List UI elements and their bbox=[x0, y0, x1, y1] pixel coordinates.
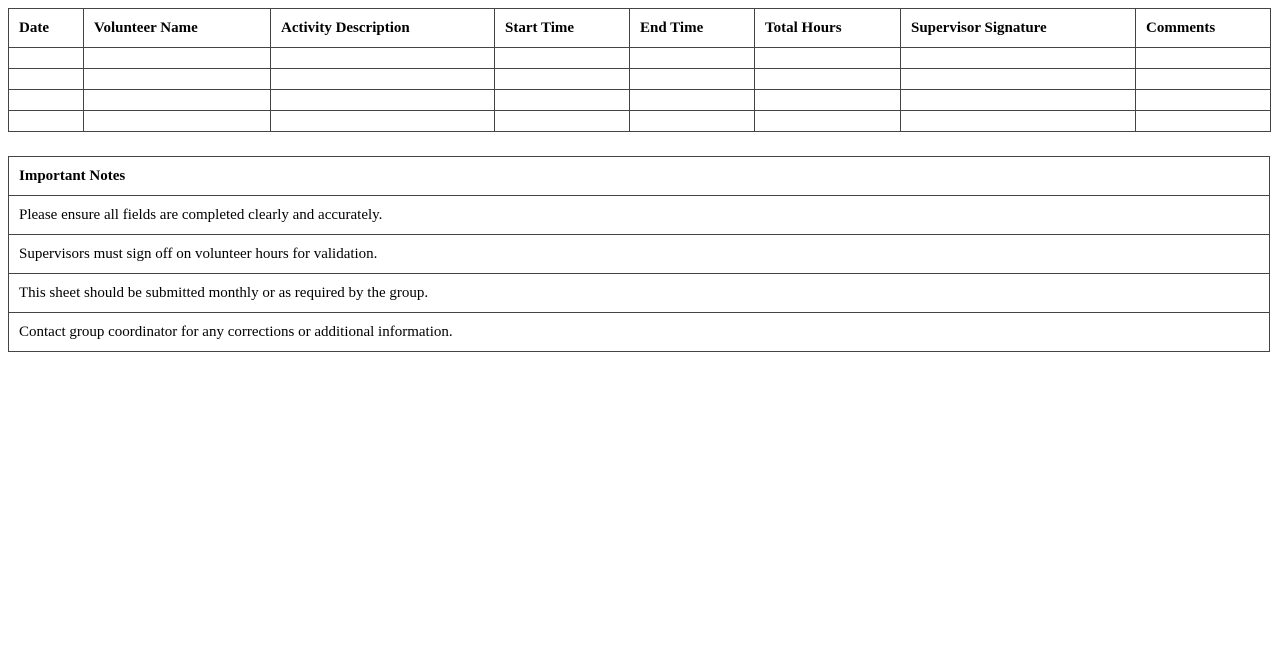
table-cell[interactable] bbox=[630, 69, 755, 90]
table-cell[interactable] bbox=[9, 69, 84, 90]
table-cell[interactable] bbox=[271, 69, 495, 90]
table-cell[interactable] bbox=[271, 111, 495, 132]
table-cell[interactable] bbox=[1136, 69, 1271, 90]
list-item bbox=[9, 235, 1270, 274]
volunteer-hours-table bbox=[8, 8, 1271, 132]
column-header-comments: Comments bbox=[1136, 9, 1271, 48]
column-header-end-time: End Time bbox=[630, 9, 755, 48]
table-cell[interactable] bbox=[495, 111, 630, 132]
table-cell[interactable] bbox=[630, 111, 755, 132]
note-text: Contact group coordinator for any corrections or additional information. bbox=[9, 313, 1270, 352]
table-cell[interactable] bbox=[9, 111, 84, 132]
column-header-start-time: Start Time bbox=[495, 9, 630, 48]
table-cell[interactable] bbox=[84, 111, 271, 132]
table-cell[interactable] bbox=[901, 48, 1136, 69]
table-cell[interactable] bbox=[1136, 48, 1271, 69]
column-header-total-hours: Total Hours bbox=[755, 9, 901, 48]
note-text: Supervisors must sign off on volunteer hours for validation. bbox=[9, 235, 1270, 274]
list-item bbox=[9, 196, 1270, 235]
table-cell[interactable] bbox=[495, 90, 630, 111]
table-cell[interactable] bbox=[9, 90, 84, 111]
table-cell[interactable] bbox=[755, 90, 901, 111]
notes-title: Important Notes bbox=[9, 157, 1270, 196]
column-header-supervisor-signature: Supervisor Signature bbox=[901, 9, 1136, 48]
column-header-date: Date bbox=[9, 9, 84, 48]
table-cell[interactable] bbox=[901, 111, 1136, 132]
important-notes-table bbox=[8, 156, 1270, 352]
note-text: Please ensure all fields are completed clearly and accurately. bbox=[9, 196, 1270, 235]
list-item bbox=[9, 313, 1270, 352]
table-cell[interactable] bbox=[495, 69, 630, 90]
table-cell[interactable] bbox=[1136, 111, 1271, 132]
table-cell[interactable] bbox=[630, 90, 755, 111]
table-cell[interactable] bbox=[84, 90, 271, 111]
table-cell[interactable] bbox=[901, 69, 1136, 90]
table-cell[interactable] bbox=[271, 90, 495, 111]
table-row bbox=[9, 69, 1271, 90]
notes-header-row bbox=[9, 157, 1270, 196]
table-cell[interactable] bbox=[84, 48, 271, 69]
table-header-row bbox=[9, 9, 1271, 48]
note-text: This sheet should be submitted monthly or as required by the group. bbox=[9, 274, 1270, 313]
table-cell[interactable] bbox=[84, 69, 271, 90]
column-header-volunteer-name: Volunteer Name bbox=[84, 9, 271, 48]
table-cell[interactable] bbox=[755, 48, 901, 69]
table-cell[interactable] bbox=[1136, 90, 1271, 111]
table-cell[interactable] bbox=[755, 69, 901, 90]
table-row bbox=[9, 90, 1271, 111]
list-item bbox=[9, 274, 1270, 313]
table-row bbox=[9, 48, 1271, 69]
table-cell[interactable] bbox=[901, 90, 1136, 111]
column-header-activity-description: Activity Description bbox=[271, 9, 495, 48]
table-cell[interactable] bbox=[630, 48, 755, 69]
table-cell[interactable] bbox=[755, 111, 901, 132]
table-cell[interactable] bbox=[495, 48, 630, 69]
table-cell[interactable] bbox=[9, 48, 84, 69]
table-cell[interactable] bbox=[271, 48, 495, 69]
table-row bbox=[9, 111, 1271, 132]
